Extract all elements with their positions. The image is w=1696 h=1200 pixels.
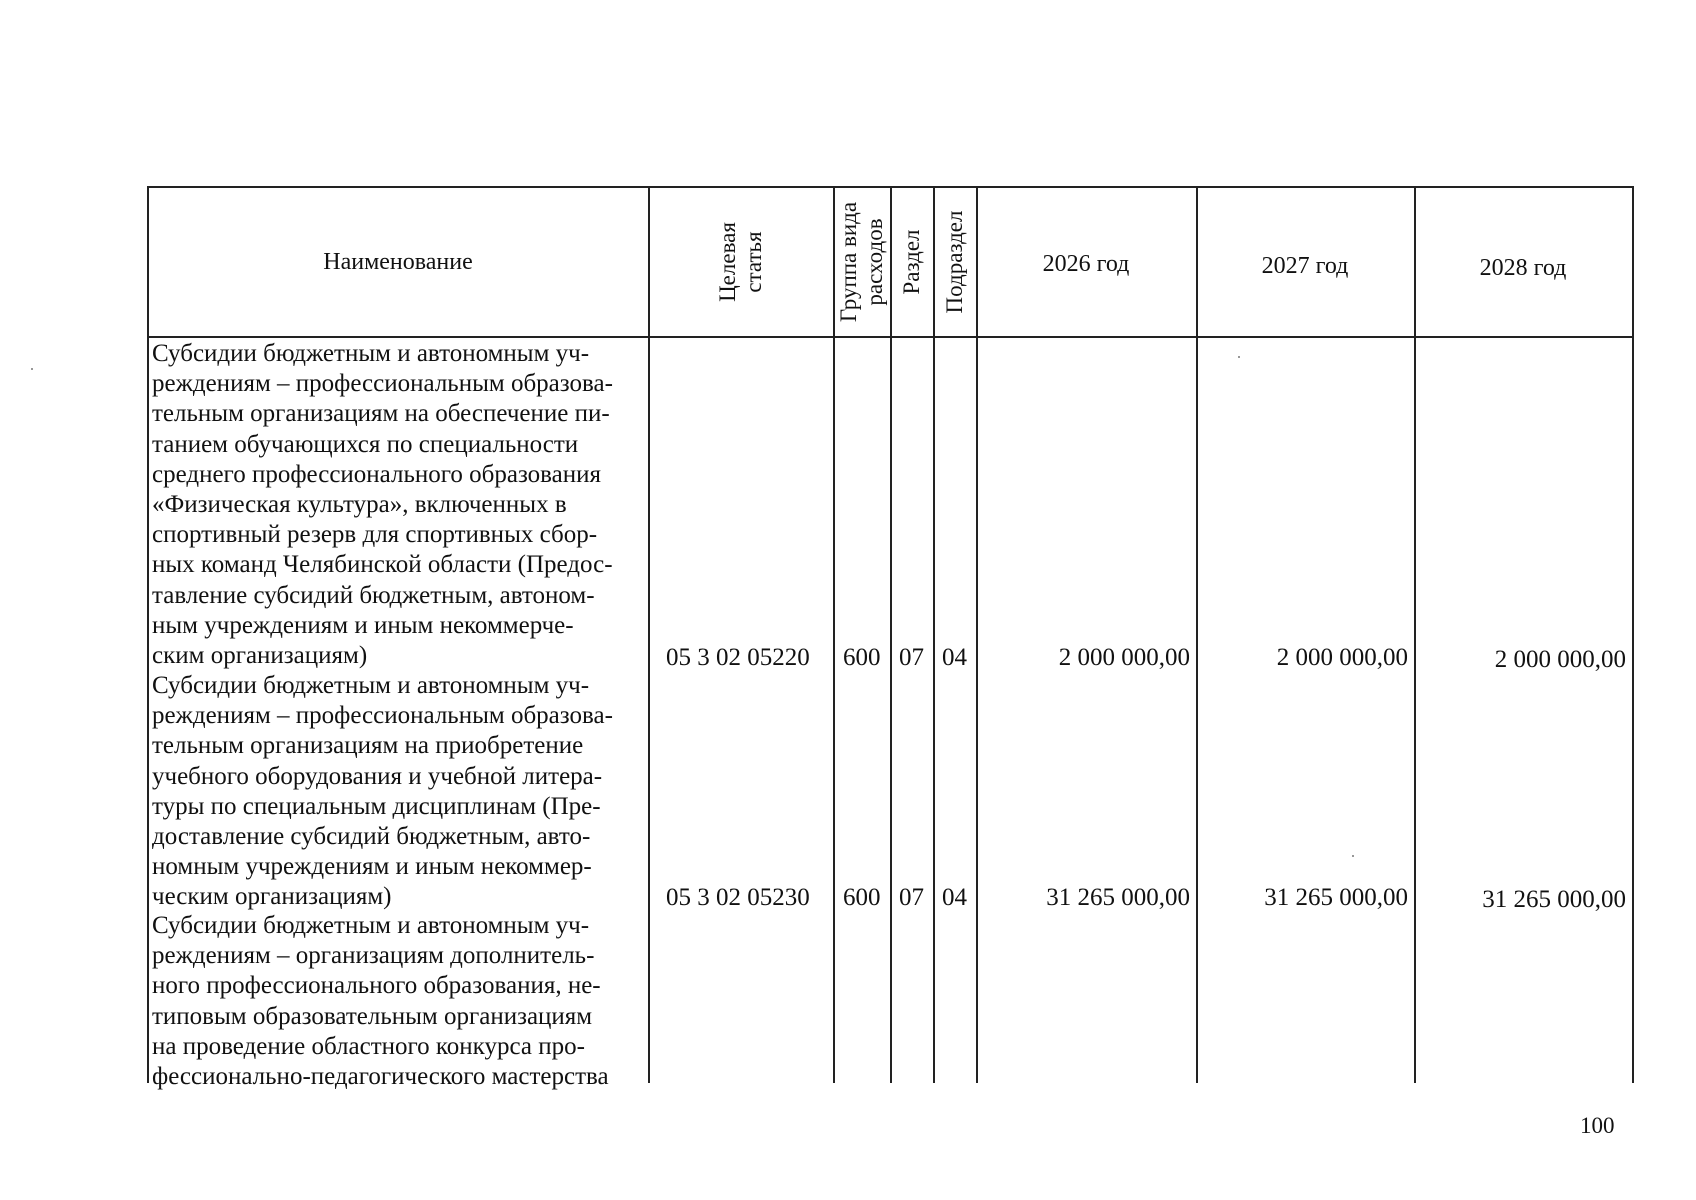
header-2028: 2028 год xyxy=(1479,255,1567,281)
header-expense-group: Группа вида расходов xyxy=(836,201,887,323)
row-2027: 2 000 000,00 xyxy=(1276,644,1408,671)
row-subsection: 04 xyxy=(942,644,967,671)
row-2028: 31 265 000,00 xyxy=(1482,886,1626,913)
header-name: Наименование xyxy=(323,249,473,275)
row-2028: 2 000 000,00 xyxy=(1494,646,1626,673)
row-expense-group: 600 xyxy=(843,884,881,911)
row-description: Субсидии бюджетным и автономным уч- реждениям – профессиональным образова- тельным организациям на обеспечение пи- танием обучающихся по специальности среднего профессионального образования «Физическая культура», включенных в спортивный резерв для спортивных сбор- ных команд Челябинской области (Предос- тавление субсидий бюджетным, автоном- ным учреждениям и иным некоммерче- ским организациям) xyxy=(152,340,613,670)
row-2026: 2 000 000,00 xyxy=(1058,644,1190,671)
row-description: Субсидии бюджетным и автономным уч- реждениям – профессиональным образова- тельным организациям на приобретение учебного оборудования и учебной литера- туры по специальным дисциплинам (Пре- доставление субсидий бюджетным, авто- номным учреждениям и иным некоммер- ческим организациям) xyxy=(152,672,613,911)
row-section: 07 xyxy=(899,644,924,671)
row-2026: 31 265 000,00 xyxy=(1046,884,1190,911)
row-description: Субсидии бюджетным и автономным уч- реждениям – организациям дополнитель- ного профессионального образования, не- типовым образовательным организациям на проведение областного конкурса про- фессионально-педагогического мастерства xyxy=(152,912,609,1091)
row-target-article: 05 3 02 05220 xyxy=(666,644,810,671)
row-expense-group: 600 xyxy=(843,644,881,671)
header-2026: 2026 год xyxy=(1042,251,1130,277)
page-number: 100 xyxy=(1580,1113,1615,1138)
header-section: Раздел xyxy=(899,229,924,295)
scan-speck xyxy=(1352,855,1354,857)
row-target-article: 05 3 02 05230 xyxy=(666,884,810,911)
header-subsection: Подраздел xyxy=(942,210,967,314)
header-target-article: Целевая статья xyxy=(715,222,766,302)
row-2027: 31 265 000,00 xyxy=(1264,884,1408,911)
row-section: 07 xyxy=(899,884,924,911)
scan-speck xyxy=(31,368,33,370)
row-subsection: 04 xyxy=(942,884,967,911)
scan-speck xyxy=(1238,356,1240,358)
header-2027: 2027 год xyxy=(1261,253,1349,279)
